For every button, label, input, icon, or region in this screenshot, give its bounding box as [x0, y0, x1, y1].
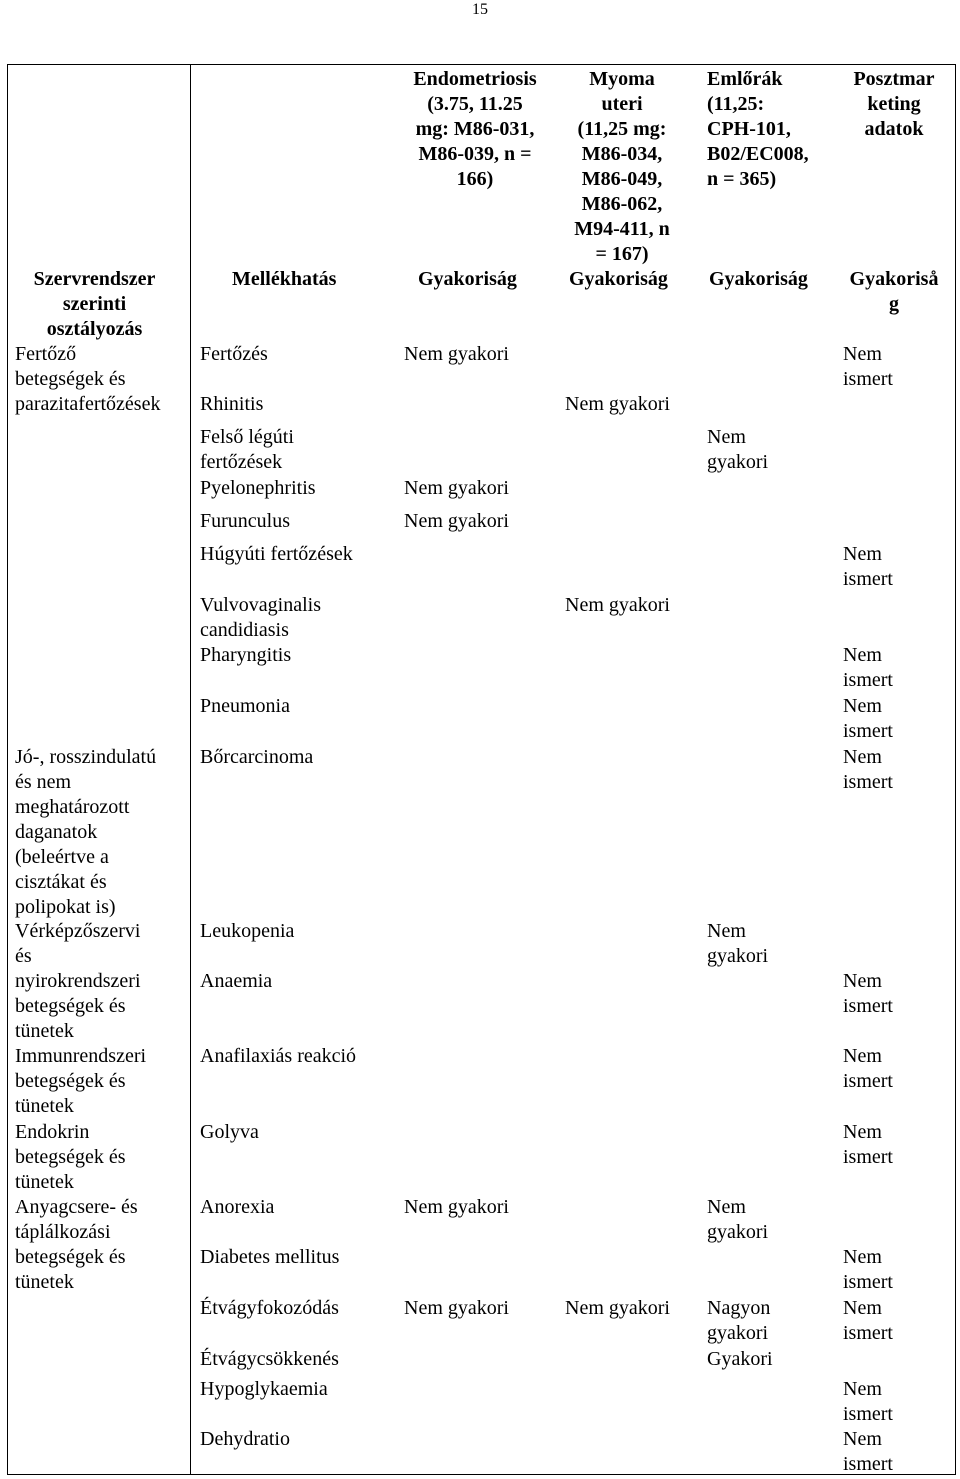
freq-value: Nem gyakori — [404, 1196, 509, 1218]
soc-immune: Immunrendszeri betegségek és tünetek — [15, 1045, 147, 1117]
freq-value: Nem ismert — [843, 1121, 893, 1168]
header-posztmarketing: Posztmar keting adatok — [853, 68, 935, 140]
ae-hugyuti: Húgyúti fertőzések — [200, 543, 353, 565]
freq-value: Nem gyakori — [707, 426, 769, 473]
header-myoma: Myoma uteri (11,25 mg: M86-034, M86-049, M86-062, M94-411, n = 167) — [574, 68, 670, 265]
freq-value: Nem gyakori — [565, 594, 670, 616]
ae-borcarcinoma: Bőrcarcinoma — [200, 746, 314, 768]
soc-infection: Fertőző betegségek és parazitafertőzések — [15, 343, 161, 415]
freq-value: Nem ismert — [843, 1378, 893, 1425]
ae-pharyngitis: Pharyngitis — [200, 644, 292, 666]
ae-etvagyfokozodas: Étvágyfokozódás — [200, 1297, 339, 1319]
freq-value: Nem ismert — [843, 543, 893, 590]
page-number: 15 — [472, 1, 488, 18]
freq-value: Nem ismert — [843, 343, 893, 390]
ae-vulvovaginalis: Vulvovaginalis candidiasis — [200, 594, 322, 641]
soc-endocrine: Endokrin betegségek és tünetek — [15, 1121, 126, 1193]
header-endometriosis: Endometriosis (3.75, 11.25 mg: M86-031, M86-039, n = 166) — [413, 68, 537, 190]
header-frequency-3: Gyakoriság — [709, 268, 808, 290]
freq-value: Nem ismert — [843, 1045, 893, 1092]
ae-furunculus: Furunculus — [200, 510, 290, 532]
ae-pneumonia: Pneumonia — [200, 695, 290, 717]
freq-value: Nem ismert — [843, 644, 893, 691]
ae-anaemia: Anaemia — [200, 970, 273, 992]
freq-value: Nem ismert — [843, 695, 893, 742]
freq-value: Gyakori — [707, 1348, 773, 1370]
freq-value: Nem ismert — [843, 1297, 893, 1344]
ae-golyva: Golyva — [200, 1121, 259, 1143]
header-frequency-1: Gyakoriság — [418, 268, 517, 290]
ae-dehydratio: Dehydratio — [200, 1428, 290, 1450]
ae-fertozes: Fertőzés — [200, 343, 268, 365]
freq-value: Nem gyakori — [565, 1297, 670, 1319]
freq-value: Nem gyakori — [707, 920, 769, 967]
freq-value: Nem gyakori — [404, 510, 509, 532]
soc-blood: Vérképzőszervi és nyirokrendszeri betegségek és tünetek — [15, 920, 141, 1042]
header-frequency-2: Gyakoriság — [569, 268, 668, 290]
header-emlorak: Emlőrák (11,25: CPH-101, B02/EC008, n = 365) — [707, 68, 809, 190]
ae-pyelonephritis: Pyelonephritis — [200, 477, 316, 499]
soc-neoplasm: Jó-, rosszindulatú és nem meghatározott daganatok (beleértve a cisztákat és polipokat is) — [15, 746, 157, 918]
freq-value: Nem gyakori — [404, 1297, 509, 1319]
ae-anafilaxias: Anafilaxiás reakció — [200, 1045, 357, 1067]
ae-leukopenia: Leukopenia — [200, 920, 295, 942]
ae-felso-leguti: Felső légúti fertőzések — [200, 426, 294, 473]
freq-value: Nagyon gyakori — [707, 1297, 771, 1344]
soc-metabolism: Anyagcsere- és táplálkozási betegségek és tünetek — [15, 1196, 138, 1293]
freq-value: Nem ismert — [843, 970, 893, 1017]
ae-anorexia: Anorexia — [200, 1196, 275, 1218]
ae-hypoglykaemia: Hypoglykaemia — [200, 1378, 328, 1400]
header-frequency-4: Gyakoriså g — [849, 268, 939, 315]
freq-value: Nem gyakori — [565, 393, 670, 415]
ae-diabetes: Diabetes mellitus — [200, 1246, 340, 1268]
freq-value: Nem ismert — [843, 746, 893, 793]
freq-value: Nem gyakori — [404, 343, 509, 365]
header-adverse-reaction: Mellékhatás — [232, 268, 337, 290]
column-divider — [190, 65, 191, 1474]
freq-value: Nem ismert — [843, 1428, 893, 1475]
freq-value: Nem gyakori — [707, 1196, 769, 1243]
freq-value: Nem ismert — [843, 1246, 893, 1293]
freq-value: Nem gyakori — [404, 477, 509, 499]
ae-rhinitis: Rhinitis — [200, 393, 264, 415]
header-organ-class: Szervrendszer szerinti osztályozás — [33, 268, 156, 340]
ae-etvagycsokkenes: Étvágycsökkenés — [200, 1348, 339, 1370]
